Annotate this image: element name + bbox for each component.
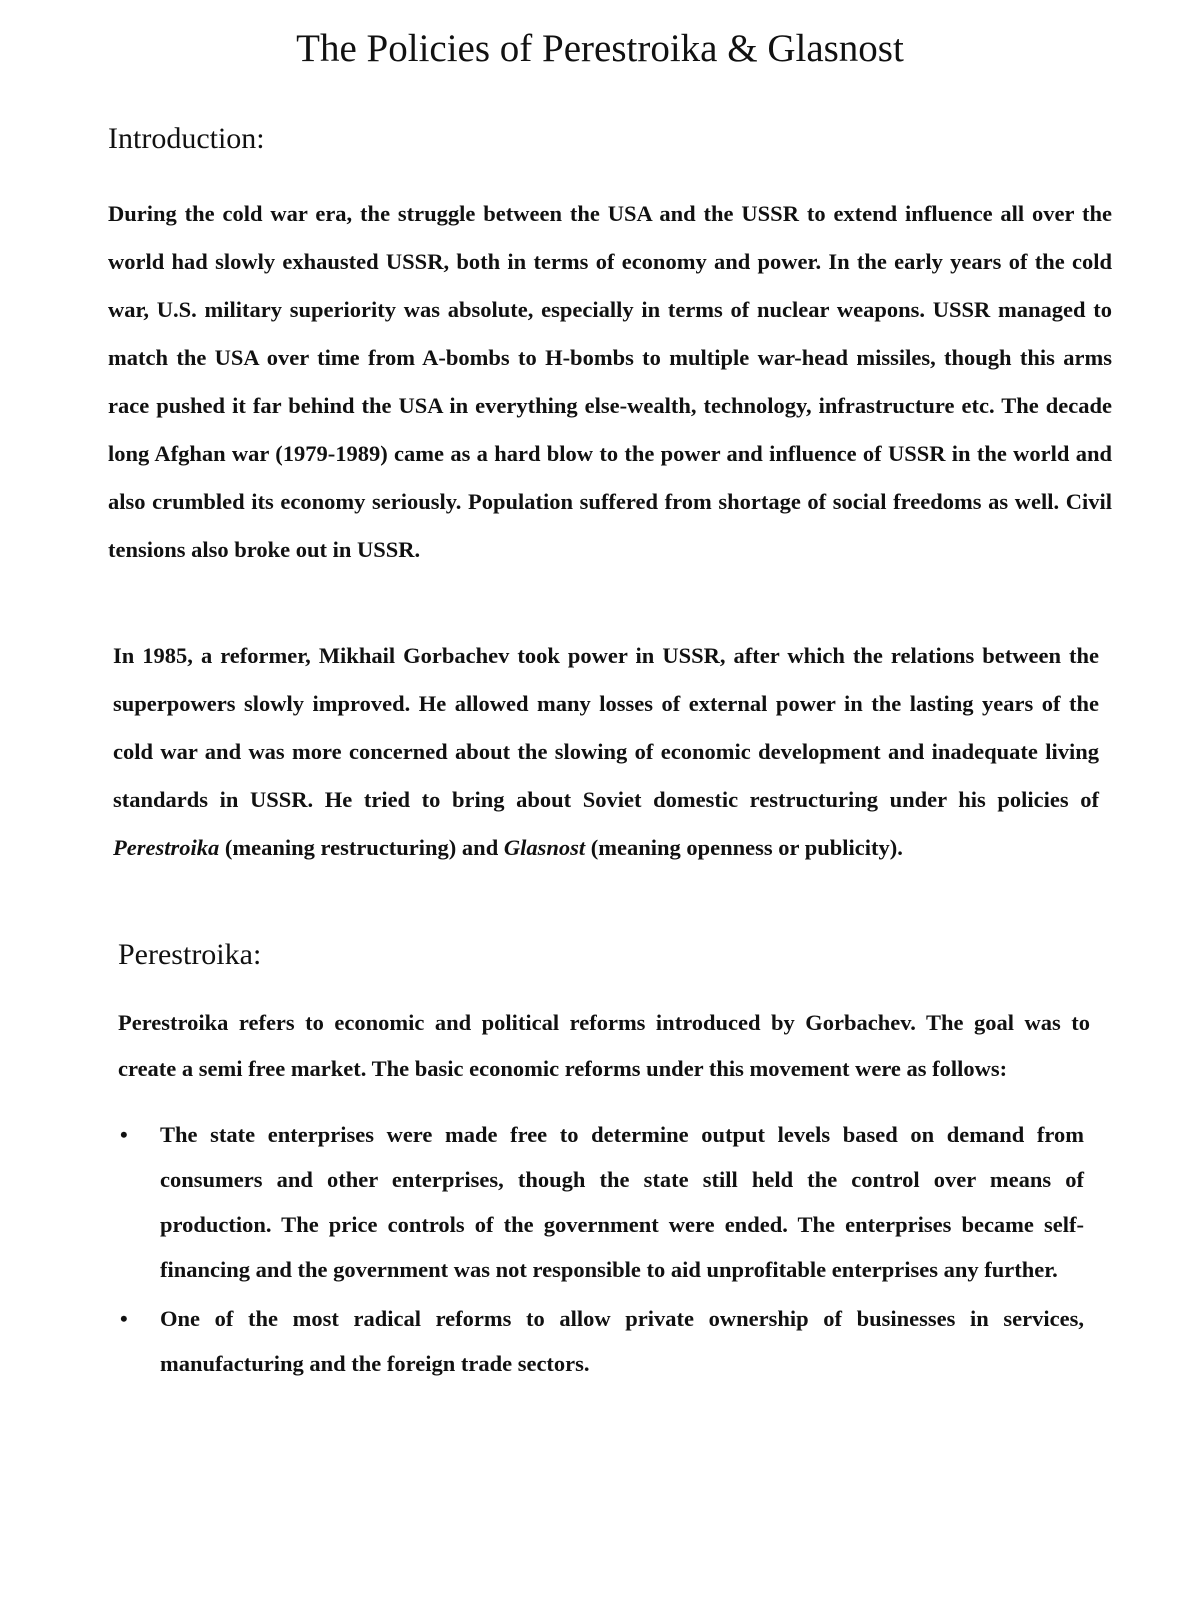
perestroika-term: Perestroika	[113, 835, 220, 860]
list-item	[114, 1112, 1084, 1292]
list-item	[114, 1296, 1084, 1386]
perestroika-paragraph: Perestroika refers to economic and political reforms introduced by Gorbachev. The goal was to create a semi free market. The basic economic reforms under this movement were as follows:	[118, 1010, 1090, 1081]
section-heading-perestroika: Perestroika:	[118, 938, 262, 971]
introduction-paragraph-2	[113, 632, 1099, 872]
document-title: The Policies of Perestroika & Glasnost	[296, 27, 904, 70]
section-heading-introduction: Introduction:	[108, 122, 265, 155]
bullet-icon: •	[120, 1306, 128, 1331]
glasnost-term: Glasnost	[503, 835, 586, 860]
bullet-icon: •	[120, 1122, 128, 1147]
list-item-text: One of the most radical reforms to allow private ownership of businesses in services, manufacturing and the foreign trade sectors.	[160, 1306, 1084, 1376]
paragraph-text: (meaning restructuring) and	[219, 835, 504, 860]
paragraph-text: In 1985, a reformer, Mikhail Gorbachev took power in USSR, after which the relations between the superpowers slowly improved. He allowed many losses of external power in the lasting years of the cold war and was more concerned about the slowing of economic development and inadequate living standards in USSR. He tried to bring about Soviet domestic restructuring under his policies of	[113, 643, 1099, 812]
list-item-text: The state enterprises were made free to determine output levels based on demand from consumers and other enterprises, though the state still held the control over means of production. The price controls of the government were ended. The enterprises became self-financing and the government was not responsible to aid unprofitable enterprises any further.	[160, 1122, 1084, 1282]
perestroika-reforms-list	[114, 1112, 1084, 1390]
paragraph-text: (meaning openness or publicity).	[585, 835, 903, 860]
introduction-paragraph-1: During the cold war era, the struggle between the USA and the USSR to extend influence all over the world had slowly exhausted USSR, both in terms of economy and power. In the early years of the cold war, U.S. military superiority was absolute, especially in terms of nuclear weapons. USSR managed to match the USA over time from A-bombs to H-bombs to multiple war-head missiles, though this arms race pushed it far behind the USA in everything else-wealth, technology, infrastructure etc. The decade long Afghan war (1979-1989) came as a hard blow to the power and influence of USSR in the world and also crumbled its economy seriously. Population suffered from shortage of social freedoms as well. Civil tensions also broke out in USSR.	[108, 201, 1112, 562]
